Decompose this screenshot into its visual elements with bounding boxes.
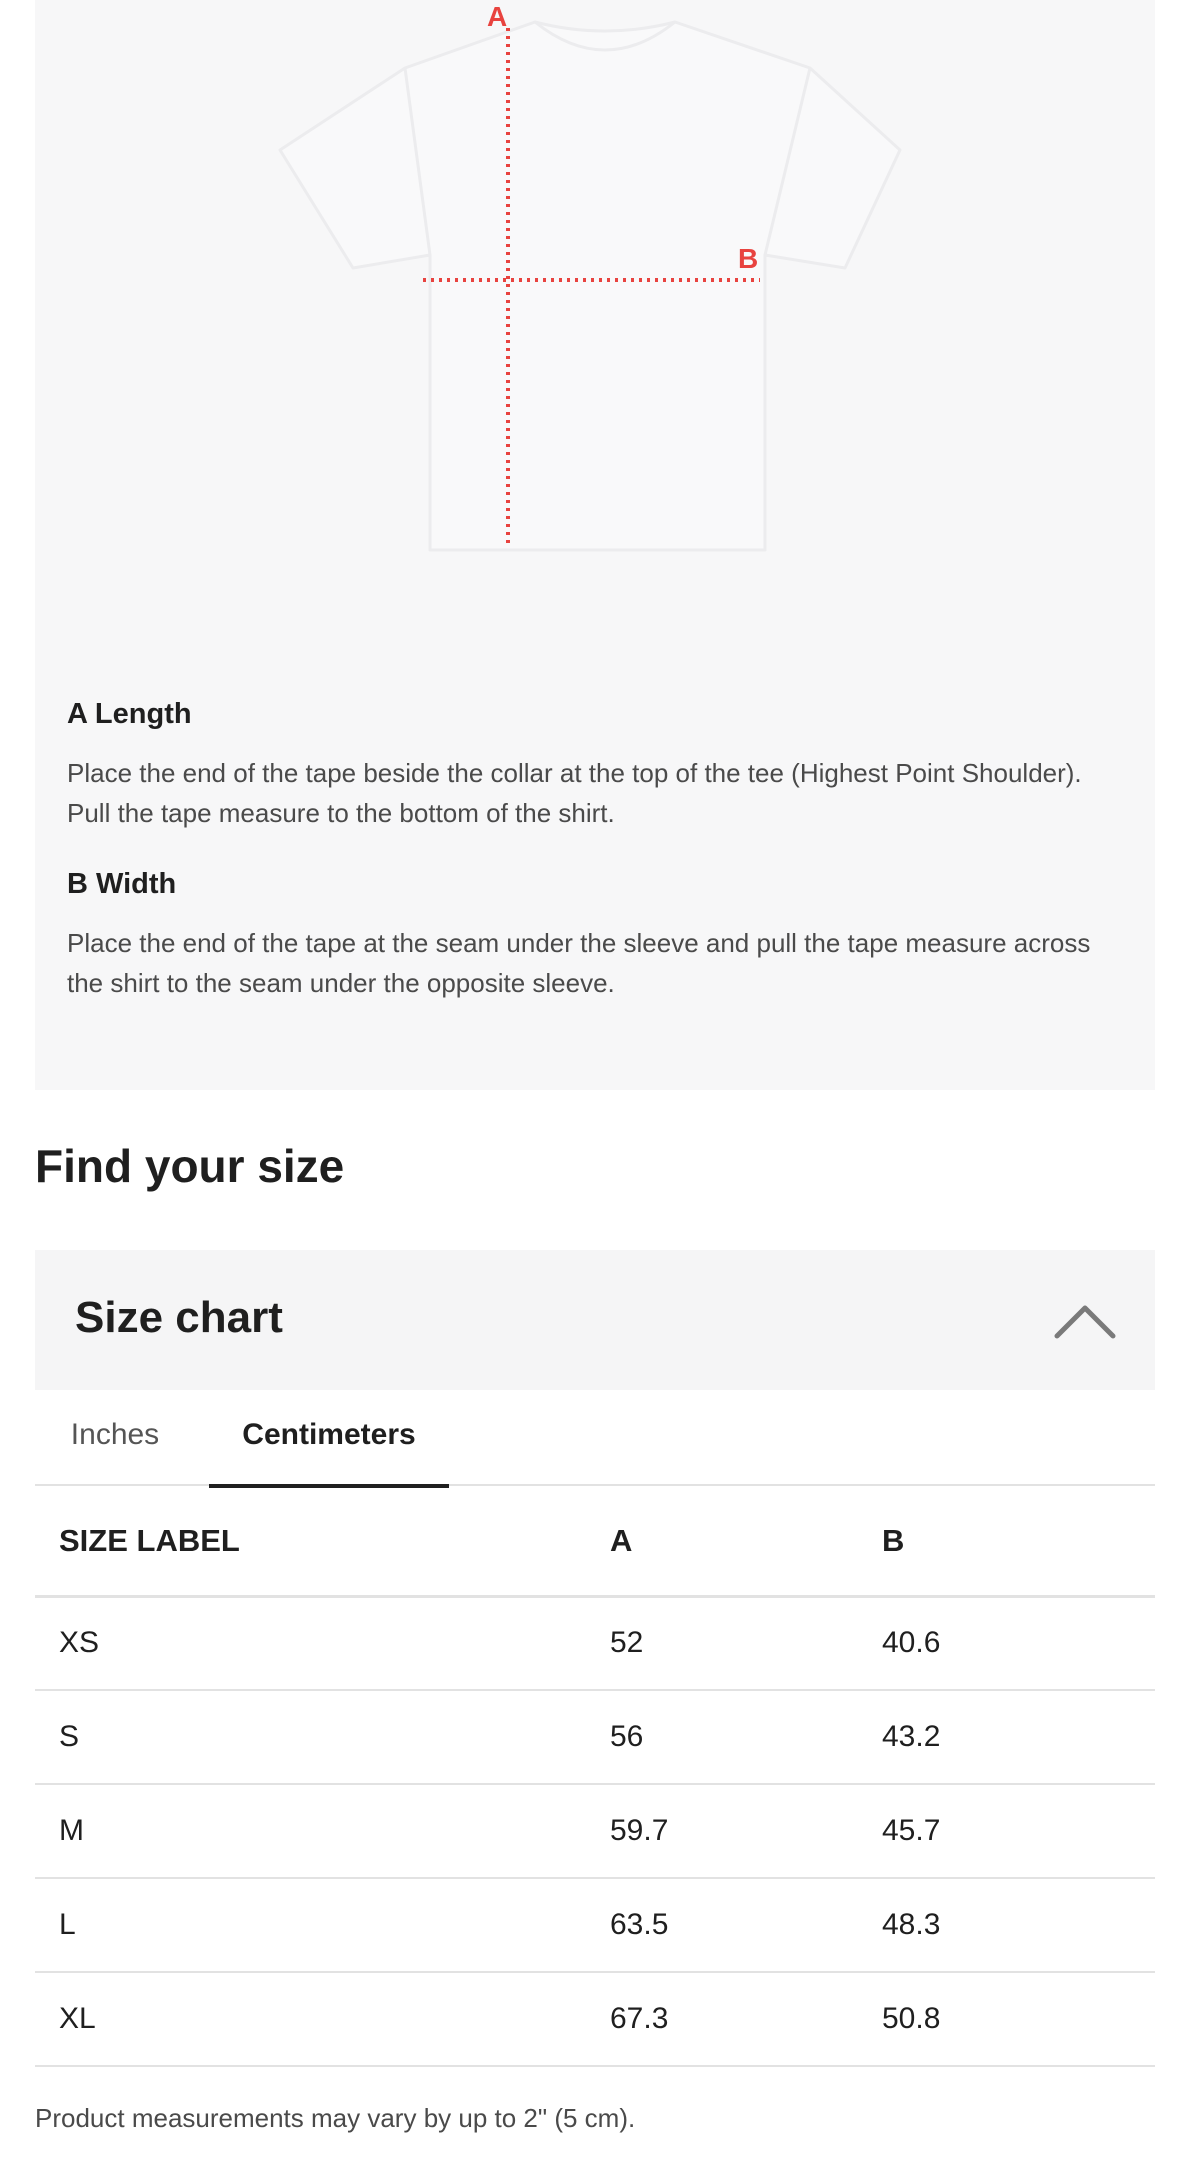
size-label-cell: S <box>35 1690 610 1784</box>
unit-tabs <box>35 1390 1155 1486</box>
column-header-size-label: SIZE LABEL <box>35 1488 610 1596</box>
measurement-guide-panel <box>35 0 1155 1090</box>
tab-inches[interactable]: Inches <box>70 1418 160 1451</box>
measurement-disclaimer: Product measurements may vary by up to 2" (5 cm). <box>35 2103 636 2133</box>
table-row <box>35 1784 1155 1878</box>
column-header-b: B <box>882 1488 1155 1596</box>
length-cell: 56 <box>610 1690 882 1784</box>
length-cell: 63.5 <box>610 1878 882 1972</box>
column-header-a: A <box>610 1488 882 1596</box>
table-row <box>35 1690 1155 1784</box>
size-label-cell: XS <box>35 1596 610 1690</box>
tshirt-measurement-illustration <box>35 0 1155 580</box>
size-label-cell: L <box>35 1878 610 1972</box>
width-heading: B Width <box>67 868 177 900</box>
measurement-instructions <box>67 695 1107 1003</box>
length-heading: A Length <box>67 698 192 730</box>
size-chart-table <box>35 1488 1155 2067</box>
size-label-cell: XL <box>35 1972 610 2066</box>
width-cell: 40.6 <box>882 1596 1155 1690</box>
marker-b-label: B <box>738 243 759 274</box>
width-cell: 45.7 <box>882 1784 1155 1878</box>
table-row <box>35 1878 1155 1972</box>
size-label-cell: M <box>35 1784 610 1878</box>
marker-a-label: A <box>487 1 508 32</box>
size-chart-title: Size chart <box>75 1293 283 1342</box>
length-cell: 67.3 <box>610 1972 882 2066</box>
table-header-row <box>35 1488 1155 1596</box>
tab-centimeters[interactable]: Centimeters <box>209 1390 449 1486</box>
width-cell: 48.3 <box>882 1878 1155 1972</box>
table-row <box>35 1596 1155 1690</box>
tshirt-diagram <box>35 0 1155 580</box>
chevron-up-icon[interactable] <box>1053 1300 1117 1340</box>
length-description: Place the end of the tape beside the collar at the top of the tee (Highest Point Shoulder). Pull the tape measure to the bottom of the shirt. <box>67 758 1082 828</box>
width-cell: 50.8 <box>882 1972 1155 2066</box>
length-instruction <box>67 695 1107 833</box>
width-cell: 43.2 <box>882 1690 1155 1784</box>
table-row <box>35 1972 1155 2066</box>
length-cell: 52 <box>610 1596 882 1690</box>
size-chart-accordion-header[interactable] <box>35 1250 1155 1390</box>
find-your-size-title: Find your size <box>35 1140 345 1192</box>
width-instruction <box>67 865 1107 1003</box>
width-description: Place the end of the tape at the seam under the sleeve and pull the tape measure across the shirt to the seam under the opposite sleeve. <box>67 928 1091 998</box>
tshirt-outline <box>280 22 900 550</box>
length-cell: 59.7 <box>610 1784 882 1878</box>
